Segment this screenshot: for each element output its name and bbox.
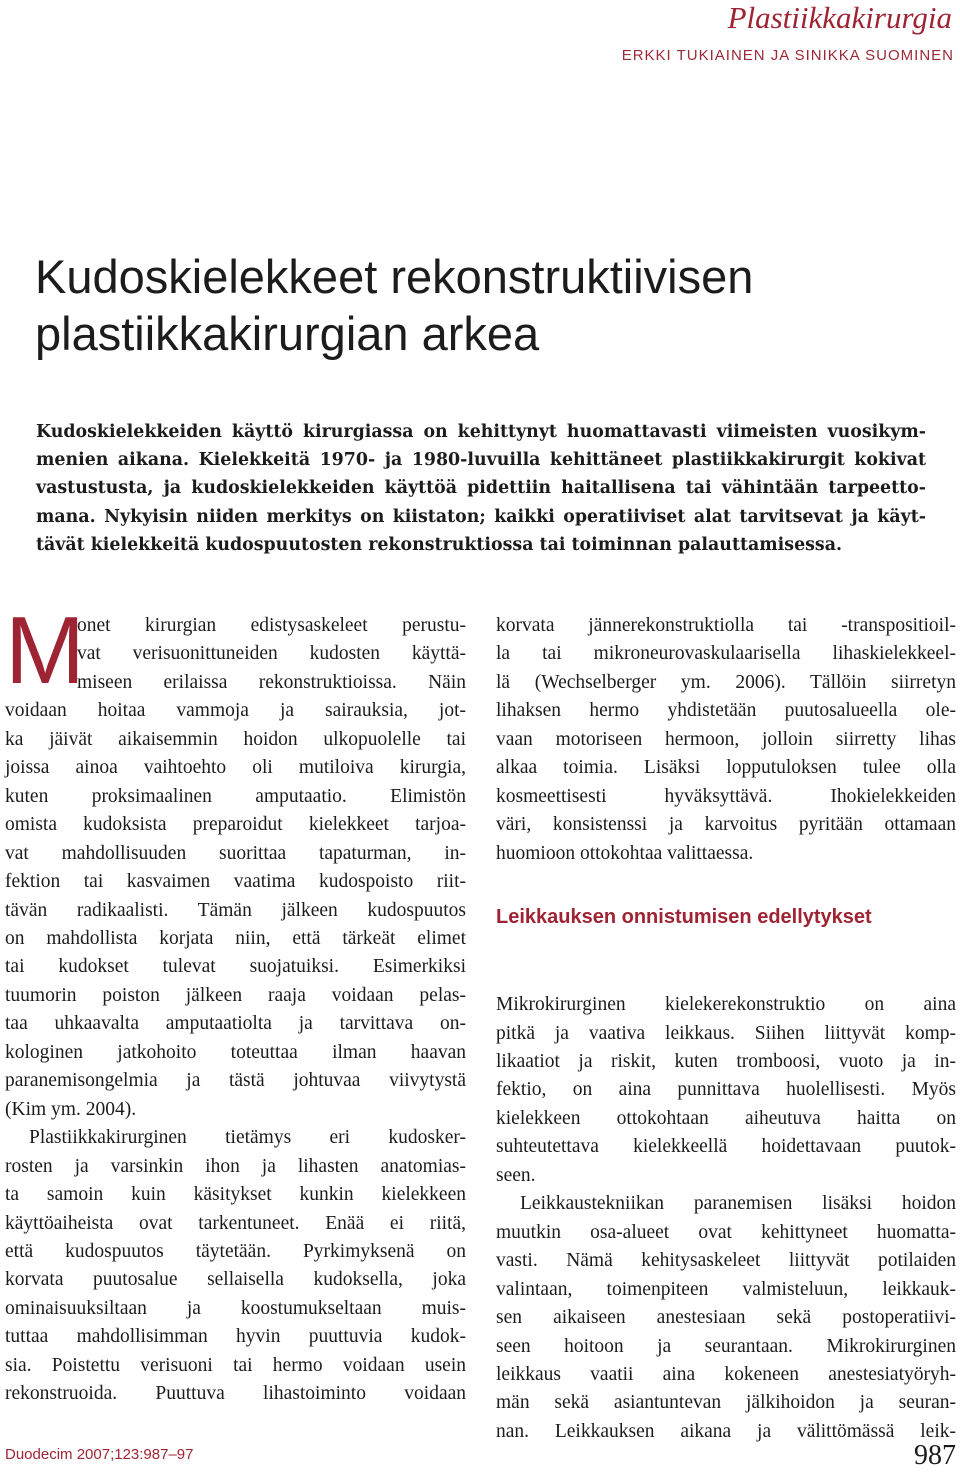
body-line: muutkin osa-alueet ovat kehittyneet huomatta- [496, 1221, 956, 1243]
body-line: sia. Poistettu verisuoni tai hermo voidaan usein [5, 1354, 466, 1376]
abstract-line: vastustusta, ja kudoskielekkeiden käyttöä pidettiin haitallisena tai vähintään tarpeetto- [36, 478, 926, 499]
body-line: rosten ja varsinkin ihon ja lihasten anatomias- [5, 1155, 466, 1177]
body-line: vasti. Nämä kehitysaskeleet liittyvät potilaiden [496, 1250, 956, 1272]
page-number: 987 [914, 1440, 956, 1471]
journal-citation: Duodecim 2007;123:987–97 [5, 1446, 194, 1463]
body-line: Mikrokirurginen kielekerekonstruktio on aina [496, 994, 956, 1016]
body-line: lihaksen hermo yhdistetään puutosalueella ole- [496, 700, 956, 722]
title-line: plastiikkakirurgian arkea [35, 307, 540, 360]
body-line: män sekä asiantuntevan jälkihoidon ja seuran- [496, 1392, 956, 1414]
abstract-line: menien aikana. Kielekkeitä 1970- ja 1980-luvuilla kehittäneet plastiikkakirurgit kokivat [36, 450, 926, 471]
body-line: onet kirurgian edistysaskeleet perustu- [77, 615, 466, 636]
body-line: voidaan hoitaa vammoja ja sairauksia, jot- [5, 700, 466, 722]
right-column-bottom-text [496, 991, 956, 1446]
body-line: la tai mikroneurovaskulaarisella lihaskielekkeel- [496, 643, 956, 665]
body-line: kuten proksimaalinen amputaatio. Elimistön [5, 785, 466, 807]
body-line: rekonstruoida. Puuttuva lihastoiminto voidaan [5, 1383, 466, 1405]
body-line: korvata puutosalue sellaisella kudoksella, joka [5, 1269, 466, 1291]
body-line: fektion tai kasvaimen vaatima kudospoisto riit- [5, 871, 466, 893]
body-line: valintaan, toimenpiteen valmisteluun, leikkauk- [496, 1278, 956, 1300]
body-line: Leikkaustekniikan paranemisen lisäksi hoidon [520, 1193, 956, 1215]
body-line: fektio, on aina punnittava huolellisesti. Myös [496, 1079, 956, 1101]
body-line: tävän radikaalisti. Tämän jälkeen kudospuutos [5, 899, 466, 921]
section-heading: Leikkauksen onnistumisen edellytykset [496, 906, 872, 928]
body-line: omista kudoksista preparoidut kielekkeet tarjoa- [5, 814, 466, 836]
body-line: että kudospuutos täytetään. Pyrkimyksenä on [5, 1240, 466, 1262]
body-line: pitkä ja vaativa leikkaus. Siihen liittyvät komp- [496, 1022, 956, 1044]
body-line: Plastiikkakirurginen tietämys eri kudosker- [29, 1127, 466, 1149]
body-line: tai kudokset tulevat suojatuiksi. Esimerkiksi [5, 956, 466, 978]
body-line: taa uhkaavalta amputaatiolta ja tarvittava on- [5, 1013, 466, 1035]
body-line: sen aikaiseen anestesiaan sekä postoperatiivi- [496, 1307, 956, 1329]
abstract-line: mana. Nykyisin niiden merkitys on kiistaton; kaikki operatiiviset alat tarvitsevat ja käyt- [36, 506, 926, 527]
abstract-line: tävät kielekkeitä kudospuutosten rekonstruktiossa tai toiminnan palauttamisessa. [36, 534, 843, 555]
body-line: tuttaa mahdollisimman hyvin puuttuvia kudok- [5, 1326, 466, 1348]
authors-line: ERKKI TUKIAINEN JA SINIKKA SUOMINEN [621, 47, 954, 64]
left-column [5, 612, 466, 1409]
body-line: korvata jännerekonstruktiolla tai -transpositioil- [496, 615, 956, 636]
right-column [496, 612, 956, 1446]
abstract [36, 418, 926, 559]
body-line: leikkaus vaatii aina kokeneen anestesiatyöryh- [496, 1363, 956, 1385]
body-line: käyttöaiheista ovat tarkentuneet. Enää ei riitä, [5, 1212, 466, 1234]
body-line: seen hoitoon ja seurantaan. Mikrokirurginen [496, 1335, 956, 1357]
right-column-top-text [496, 612, 956, 868]
body-line: tuumorin poiston jälkeen raaja voidaan pelas- [5, 984, 466, 1006]
body-line: joissa ainoa vaihtoehto oli mutiloiva kirurgia, [5, 757, 466, 779]
body-line: kielekkeen ottokohtaan aiheutuva haitta on [496, 1107, 956, 1129]
body-line: vaan motoriseen hermoon, jolloin siirretty lihas [496, 728, 956, 750]
body-line: huomioon ottokohtaa valittaessa. [496, 842, 754, 864]
body-line: ominaisuuksiltaan ja koostumukseltaan muis- [5, 1297, 466, 1319]
body-line: suhteutettava kielekkeellä hoidettavaan puutok- [496, 1136, 956, 1158]
body-line: ka jäivät aikaisemmin hoidon ulkopuolelle tai [5, 728, 466, 750]
body-line: vat verisuonittuneiden kudosten käyttä- [77, 643, 466, 665]
abstract-line: Kudoskielekkeiden käyttö kirurgiassa on kehittynyt huomattavasti viimeisten vuosikym- [36, 422, 926, 442]
title-line: Kudoskielekkeet rekonstruktiivisen [35, 250, 754, 303]
body-line: miseen erilaissa rekonstruktioissa. Näin [77, 671, 466, 693]
body-line: ta samoin kuin käsitykset kunkin kielekkeen [5, 1184, 466, 1206]
dropcap-letter: M [5, 597, 85, 704]
body-line: likaatiot ja riskit, kuten tromboosi, vuoto ja in- [496, 1050, 956, 1072]
heading-spacer [496, 868, 956, 991]
body-line: alkaa toimia. Lisäksi lopputuloksen tulee olla [496, 757, 956, 779]
body-line: kologinen jatkohoito toteuttaa ilman haavan [5, 1041, 466, 1063]
body-line: vat mahdollisuuden suorittaa tapaturman, in- [5, 842, 466, 864]
body-line: lä (Wechselberger ym. 2006). Tällöin siirretyn [496, 671, 956, 693]
article-title [35, 248, 935, 362]
body-line: nan. Leikkauksen aikana ja välittömässä leik- [496, 1420, 956, 1442]
body-line: kosmeettisesti hyväksyttävä. Ihokielekkeiden [496, 785, 956, 807]
body-line: paranemisongelmia ja tästä johtuvaa viivytystä [5, 1070, 466, 1092]
body-line: (Kim ym. 2004). [5, 1098, 137, 1120]
body-line: väri, konsistenssi ja karvoitus pyritään ottamaan [496, 814, 956, 836]
body-line: on mahdollista korjata niin, että tärkeät elimet [5, 927, 466, 949]
section-label: Plastiikkakirurgia [727, 0, 952, 35]
body-line: seen. [496, 1164, 536, 1186]
